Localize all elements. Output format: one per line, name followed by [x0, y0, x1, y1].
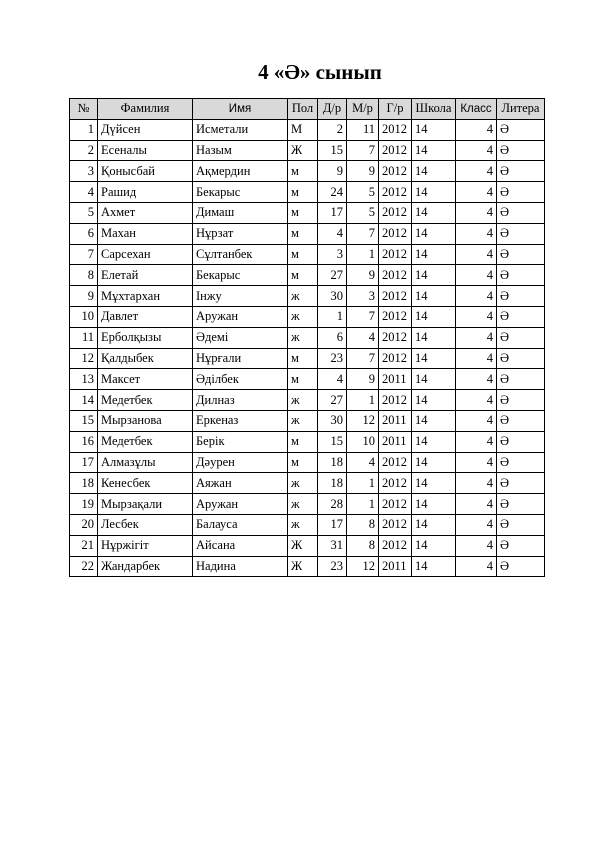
birth-month-cell: 9: [347, 161, 379, 182]
gender-cell: ж: [288, 514, 318, 535]
name-cell: Айсана: [193, 535, 288, 556]
birth-year-cell: 2011: [379, 556, 412, 577]
birth-day-cell: 30: [318, 410, 347, 431]
table-row: [70, 286, 545, 307]
birth-month-cell: 1: [347, 494, 379, 515]
row-number: 19: [70, 494, 98, 515]
birth-year-cell: 2012: [379, 327, 412, 348]
birth-day-cell: 6: [318, 327, 347, 348]
birth-month-cell: 3: [347, 286, 379, 307]
row-number: 21: [70, 535, 98, 556]
birth-year-cell: 2012: [379, 286, 412, 307]
name-cell: Бекарыс: [193, 265, 288, 286]
name-cell: Назым: [193, 140, 288, 161]
school-cell: 14: [412, 369, 456, 390]
school-cell: 14: [412, 286, 456, 307]
birth-month-cell: 7: [347, 306, 379, 327]
name-cell: Інжу: [193, 286, 288, 307]
letter-cell: Ә: [497, 161, 545, 182]
gender-cell: ж: [288, 390, 318, 411]
name-cell: Аяжан: [193, 473, 288, 494]
row-number: 11: [70, 327, 98, 348]
gender-cell: м: [288, 223, 318, 244]
school-cell: 14: [412, 431, 456, 452]
class-cell: 4: [456, 514, 497, 535]
gender-cell: м: [288, 202, 318, 223]
gender-cell: ж: [288, 473, 318, 494]
birth-day-cell: 1: [318, 306, 347, 327]
name-cell: Еркеназ: [193, 410, 288, 431]
surname-cell: Дүйсен: [98, 119, 193, 140]
name-cell: Димаш: [193, 202, 288, 223]
birth-month-cell: 12: [347, 556, 379, 577]
row-number: 16: [70, 431, 98, 452]
birth-month-cell: 1: [347, 473, 379, 494]
name-cell: Дилназ: [193, 390, 288, 411]
letter-cell: Ә: [497, 556, 545, 577]
birth-day-cell: 4: [318, 369, 347, 390]
letter-cell: Ә: [497, 431, 545, 452]
letter-cell: Ә: [497, 494, 545, 515]
table-row: [70, 535, 545, 556]
class-cell: 4: [456, 286, 497, 307]
name-cell: Ақмердин: [193, 161, 288, 182]
column-header-birth-year: Г/р: [379, 99, 412, 120]
gender-cell: ж: [288, 286, 318, 307]
school-cell: 14: [412, 327, 456, 348]
gender-cell: м: [288, 244, 318, 265]
letter-cell: Ә: [497, 390, 545, 411]
table-row: [70, 202, 545, 223]
letter-cell: Ә: [497, 265, 545, 286]
birth-year-cell: 2012: [379, 348, 412, 369]
birth-day-cell: 9: [318, 161, 347, 182]
birth-year-cell: 2011: [379, 431, 412, 452]
birth-day-cell: 28: [318, 494, 347, 515]
surname-cell: Медетбек: [98, 390, 193, 411]
birth-day-cell: 15: [318, 140, 347, 161]
birth-year-cell: 2012: [379, 535, 412, 556]
surname-cell: Елетай: [98, 265, 193, 286]
name-cell: Әділбек: [193, 369, 288, 390]
class-cell: 4: [456, 223, 497, 244]
gender-cell: м: [288, 348, 318, 369]
name-cell: Исметали: [193, 119, 288, 140]
surname-cell: Максет: [98, 369, 193, 390]
row-number: 1: [70, 119, 98, 140]
table-row: [70, 348, 545, 369]
school-cell: 14: [412, 223, 456, 244]
birth-day-cell: 23: [318, 556, 347, 577]
birth-year-cell: 2012: [379, 140, 412, 161]
letter-cell: Ә: [497, 119, 545, 140]
class-cell: 4: [456, 410, 497, 431]
birth-day-cell: 30: [318, 286, 347, 307]
row-number: 12: [70, 348, 98, 369]
school-cell: 14: [412, 535, 456, 556]
table-body: [70, 119, 545, 577]
class-cell: 4: [456, 494, 497, 515]
school-cell: 14: [412, 202, 456, 223]
school-cell: 14: [412, 140, 456, 161]
table-row: [70, 327, 545, 348]
birth-month-cell: 9: [347, 265, 379, 286]
class-cell: 4: [456, 369, 497, 390]
birth-day-cell: 18: [318, 452, 347, 473]
birth-day-cell: 27: [318, 390, 347, 411]
school-cell: 14: [412, 348, 456, 369]
table-row: [70, 514, 545, 535]
birth-day-cell: 24: [318, 182, 347, 203]
column-header-school: Школа: [412, 99, 456, 120]
surname-cell: Мұхтархан: [98, 286, 193, 307]
surname-cell: Рашид: [98, 182, 193, 203]
birth-year-cell: 2012: [379, 182, 412, 203]
school-cell: 14: [412, 473, 456, 494]
class-cell: 4: [456, 265, 497, 286]
name-cell: Берік: [193, 431, 288, 452]
birth-day-cell: 4: [318, 223, 347, 244]
letter-cell: Ә: [497, 306, 545, 327]
school-cell: 14: [412, 265, 456, 286]
school-cell: 14: [412, 244, 456, 265]
birth-month-cell: 5: [347, 182, 379, 203]
row-number: 4: [70, 182, 98, 203]
letter-cell: Ә: [497, 535, 545, 556]
birth-year-cell: 2012: [379, 514, 412, 535]
gender-cell: м: [288, 265, 318, 286]
letter-cell: Ә: [497, 473, 545, 494]
birth-year-cell: 2011: [379, 369, 412, 390]
row-number: 5: [70, 202, 98, 223]
row-number: 22: [70, 556, 98, 577]
class-cell: 4: [456, 182, 497, 203]
class-cell: 4: [456, 348, 497, 369]
birth-month-cell: 5: [347, 202, 379, 223]
table-row: [70, 244, 545, 265]
surname-cell: Алмазұлы: [98, 452, 193, 473]
birth-month-cell: 7: [347, 348, 379, 369]
table-row: [70, 265, 545, 286]
table-row: [70, 306, 545, 327]
column-header-birth-day: Д/р: [318, 99, 347, 120]
gender-cell: м: [288, 182, 318, 203]
school-cell: 14: [412, 514, 456, 535]
school-cell: 14: [412, 161, 456, 182]
column-header-number: №: [70, 99, 98, 120]
birth-day-cell: 27: [318, 265, 347, 286]
class-cell: 4: [456, 306, 497, 327]
letter-cell: Ә: [497, 327, 545, 348]
surname-cell: Сарсехан: [98, 244, 193, 265]
letter-cell: Ә: [497, 369, 545, 390]
row-number: 7: [70, 244, 98, 265]
birth-year-cell: 2012: [379, 244, 412, 265]
letter-cell: Ә: [497, 244, 545, 265]
birth-year-cell: 2012: [379, 202, 412, 223]
birth-month-cell: 7: [347, 140, 379, 161]
birth-year-cell: 2012: [379, 161, 412, 182]
gender-cell: ж: [288, 327, 318, 348]
name-cell: Әдемі: [193, 327, 288, 348]
column-header-surname: Фамилия: [98, 99, 193, 120]
surname-cell: Қалдыбек: [98, 348, 193, 369]
row-number: 3: [70, 161, 98, 182]
gender-cell: Ж: [288, 535, 318, 556]
row-number: 2: [70, 140, 98, 161]
school-cell: 14: [412, 390, 456, 411]
birth-month-cell: 12: [347, 410, 379, 431]
gender-cell: Ж: [288, 140, 318, 161]
birth-day-cell: 18: [318, 473, 347, 494]
letter-cell: Ә: [497, 182, 545, 203]
gender-cell: м: [288, 161, 318, 182]
birth-month-cell: 1: [347, 244, 379, 265]
gender-cell: ж: [288, 494, 318, 515]
class-cell: 4: [456, 119, 497, 140]
school-cell: 14: [412, 182, 456, 203]
surname-cell: Қонысбай: [98, 161, 193, 182]
surname-cell: Лесбек: [98, 514, 193, 535]
table-row: [70, 556, 545, 577]
class-cell: 4: [456, 161, 497, 182]
table-row: [70, 452, 545, 473]
surname-cell: Жандарбек: [98, 556, 193, 577]
row-number: 17: [70, 452, 98, 473]
letter-cell: Ә: [497, 140, 545, 161]
gender-cell: ж: [288, 306, 318, 327]
class-cell: 4: [456, 431, 497, 452]
row-number: 9: [70, 286, 98, 307]
class-cell: 4: [456, 556, 497, 577]
birth-month-cell: 8: [347, 514, 379, 535]
gender-cell: Ж: [288, 556, 318, 577]
row-number: 18: [70, 473, 98, 494]
letter-cell: Ә: [497, 348, 545, 369]
letter-cell: Ә: [497, 286, 545, 307]
birth-day-cell: 2: [318, 119, 347, 140]
class-cell: 4: [456, 535, 497, 556]
surname-cell: Махан: [98, 223, 193, 244]
surname-cell: Есеналы: [98, 140, 193, 161]
column-header-letter: Литера: [497, 99, 545, 120]
birth-day-cell: 17: [318, 202, 347, 223]
gender-cell: ж: [288, 410, 318, 431]
table-row: [70, 369, 545, 390]
surname-cell: Ерболқызы: [98, 327, 193, 348]
school-cell: 14: [412, 306, 456, 327]
letter-cell: Ә: [497, 514, 545, 535]
class-cell: 4: [456, 244, 497, 265]
table-row: [70, 119, 545, 140]
class-cell: 4: [456, 473, 497, 494]
birth-day-cell: 15: [318, 431, 347, 452]
birth-year-cell: 2012: [379, 265, 412, 286]
class-cell: 4: [456, 327, 497, 348]
name-cell: Аружан: [193, 306, 288, 327]
birth-year-cell: 2012: [379, 390, 412, 411]
surname-cell: Ахмет: [98, 202, 193, 223]
table-row: [70, 473, 545, 494]
table-row: [70, 390, 545, 411]
table-row: [70, 161, 545, 182]
school-cell: 14: [412, 119, 456, 140]
letter-cell: Ә: [497, 410, 545, 431]
surname-cell: Кенесбек: [98, 473, 193, 494]
birth-year-cell: 2012: [379, 494, 412, 515]
name-cell: Нұрзат: [193, 223, 288, 244]
birth-month-cell: 10: [347, 431, 379, 452]
row-number: 8: [70, 265, 98, 286]
table-row: [70, 182, 545, 203]
class-cell: 4: [456, 202, 497, 223]
column-header-gender: Пол: [288, 99, 318, 120]
gender-cell: м: [288, 452, 318, 473]
class-cell: 4: [456, 452, 497, 473]
surname-cell: Мырзақали: [98, 494, 193, 515]
school-cell: 14: [412, 556, 456, 577]
birth-day-cell: 17: [318, 514, 347, 535]
page-title: 4 «Ә» сынып: [258, 60, 382, 84]
birth-year-cell: 2011: [379, 410, 412, 431]
table-row: [70, 140, 545, 161]
row-number: 14: [70, 390, 98, 411]
row-number: 6: [70, 223, 98, 244]
letter-cell: Ә: [497, 202, 545, 223]
letter-cell: Ә: [497, 223, 545, 244]
birth-day-cell: 23: [318, 348, 347, 369]
class-cell: 4: [456, 140, 497, 161]
row-number: 10: [70, 306, 98, 327]
table-row: [70, 431, 545, 452]
row-number: 15: [70, 410, 98, 431]
birth-month-cell: 8: [347, 535, 379, 556]
birth-month-cell: 9: [347, 369, 379, 390]
school-cell: 14: [412, 452, 456, 473]
column-header-birth-month: М/р: [347, 99, 379, 120]
surname-cell: Медетбек: [98, 431, 193, 452]
surname-cell: Мырзанова: [98, 410, 193, 431]
name-cell: Нұрғали: [193, 348, 288, 369]
column-header-name: Имя: [193, 99, 288, 120]
table-row: [70, 494, 545, 515]
name-cell: Дәурен: [193, 452, 288, 473]
birth-day-cell: 31: [318, 535, 347, 556]
name-cell: Сұлтанбек: [193, 244, 288, 265]
birth-month-cell: 4: [347, 452, 379, 473]
birth-month-cell: 4: [347, 327, 379, 348]
birth-year-cell: 2012: [379, 306, 412, 327]
gender-cell: М: [288, 119, 318, 140]
name-cell: Балауса: [193, 514, 288, 535]
gender-cell: м: [288, 431, 318, 452]
birth-month-cell: 7: [347, 223, 379, 244]
birth-year-cell: 2012: [379, 223, 412, 244]
letter-cell: Ә: [497, 452, 545, 473]
class-cell: 4: [456, 390, 497, 411]
birth-year-cell: 2012: [379, 452, 412, 473]
row-number: 13: [70, 369, 98, 390]
gender-cell: м: [288, 369, 318, 390]
name-cell: Аружан: [193, 494, 288, 515]
table-header-row: [70, 99, 545, 120]
column-header-class: Класс: [456, 99, 497, 120]
birth-year-cell: 2012: [379, 119, 412, 140]
name-cell: Бекарыс: [193, 182, 288, 203]
birth-month-cell: 1: [347, 390, 379, 411]
name-cell: Надина: [193, 556, 288, 577]
school-cell: 14: [412, 494, 456, 515]
surname-cell: Нұржігіт: [98, 535, 193, 556]
birth-month-cell: 11: [347, 119, 379, 140]
school-cell: 14: [412, 410, 456, 431]
student-table: [69, 98, 545, 577]
birth-day-cell: 3: [318, 244, 347, 265]
surname-cell: Давлет: [98, 306, 193, 327]
table-row: [70, 410, 545, 431]
row-number: 20: [70, 514, 98, 535]
birth-year-cell: 2012: [379, 473, 412, 494]
table-row: [70, 223, 545, 244]
